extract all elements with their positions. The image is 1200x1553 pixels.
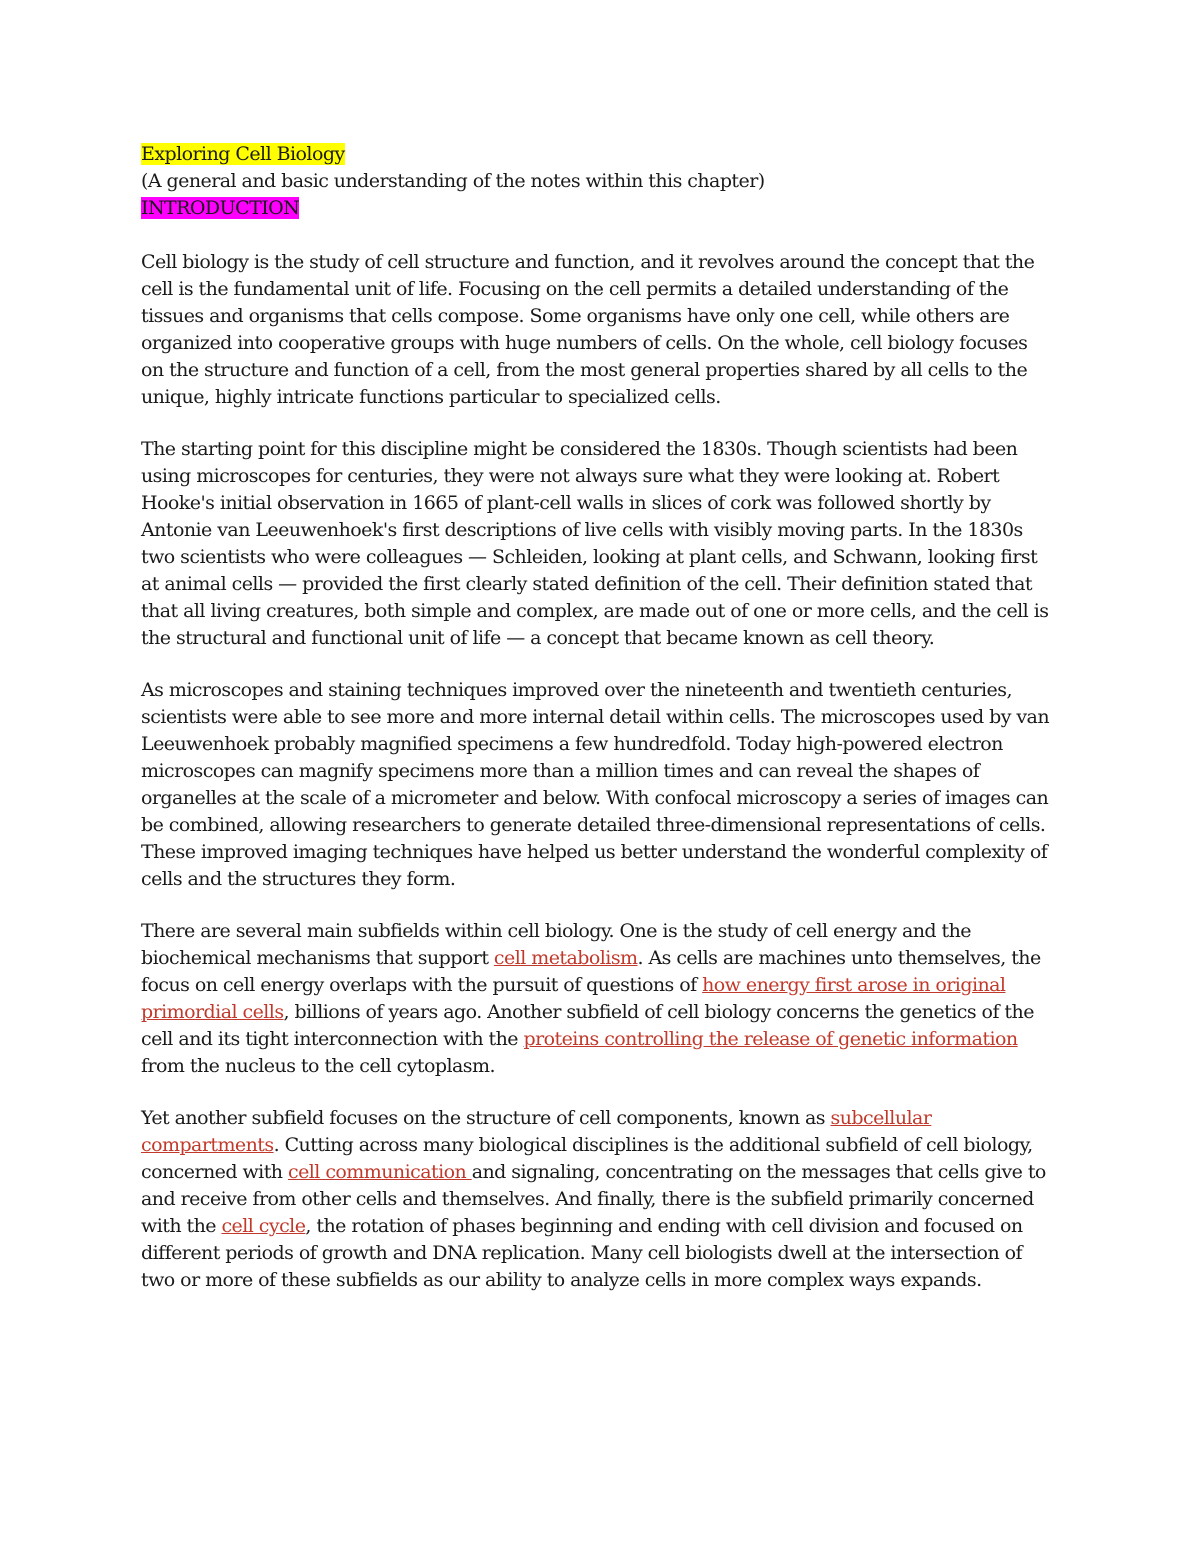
paragraph-5-text-2: . Cutting across many biological disciplines is the additional subfield of cell biology, concerned with — [141, 1134, 1033, 1183]
section-heading-line — [141, 195, 1051, 222]
link-cell-cycle[interactable]: cell cycle — [221, 1215, 306, 1237]
paragraph-1: Cell biology is the study of cell structure and function, and it revolves around the concept that the cell is the fundamental unit of life. Focusing on the cell permits a detailed understanding of the tissues and organisms that cells compose. Some organisms have only one cell, while others are organized into cooperative groups with huge numbers of cells. On the whole, cell biology focuses on the structure and function of a cell, from the most general properties shared by all cells to the unique, highly intricate functions particular to specialized cells. — [141, 251, 1035, 408]
link-cell-metabolism[interactable]: cell metabolism — [493, 947, 638, 969]
document-subtitle: (A general and basic understanding of the notes within this chapter) — [141, 170, 765, 192]
link-genetic-information[interactable]: proteins controlling the release of genetic information — [523, 1028, 1018, 1050]
paragraph-5 — [141, 1105, 1051, 1294]
paragraph-5-text-1: Yet another subfield focuses on the structure of cell components, known as — [141, 1107, 831, 1129]
link-energy-origin[interactable]: how energy first arose in original primordial cells — [141, 974, 1006, 1023]
paragraph-4-text-4: from the nucleus to the cell cytoplasm. — [141, 1055, 495, 1077]
title-line — [141, 141, 1051, 168]
document-page — [141, 141, 1051, 1294]
paragraph-4-text-1: There are several main subfields within cell biology. One is the study of cell energy and the biochemical mechanisms that support — [141, 920, 971, 969]
section-heading: INTRODUCTION — [141, 197, 300, 219]
paragraph-5-text-3: and signaling, concentrating on the messages that cells give to and receive from other cells and themselves. And finally, there is the subfield primarily concerned with the — [141, 1161, 1046, 1237]
paragraph-4-text-3: , billions of years ago. Another subfield of cell biology concerns the genetics of the cell and its tight interconnection with the — [141, 1001, 1034, 1050]
paragraph-5-text-4: , the rotation of phases beginning and ending with cell division and focused on different periods of growth and DNA replication. Many cell biologists dwell at the intersection of two or more of these subfields as our ability to analyze cells in more complex ways expands. — [141, 1215, 1023, 1291]
paragraph-4 — [141, 918, 1051, 1080]
document-title: Exploring Cell Biology — [141, 143, 345, 165]
paragraph-4-text-2: . As cells are machines unto themselves, the focus on cell energy overlaps with the pursuit of questions of — [141, 947, 1041, 996]
paragraph-2: The starting point for this discipline might be considered the 1830s. Though scientists had been using microscopes for centuries, they were not always sure what they were looking at. Robert Hooke's initial observation in 1665 of plant-cell walls in slices of cork was followed shortly by Antonie van Leeuwenhoek's first descriptions of live cells with visibly moving parts. In the 1830s two scientists who were colleagues — Schleiden, looking at plant cells, and Schwann, looking first at animal cells — provided the first clearly stated definition of the cell. Their definition stated that that all living creatures, both simple and complex, are made out of one or more cells, and the cell is the structural and functional unit of life — a concept that became known as cell theory. — [141, 438, 1049, 649]
link-cell-communication[interactable]: cell communication — [287, 1161, 472, 1183]
link-subcellular-compartments[interactable]: subcellular compartments — [141, 1107, 932, 1156]
paragraph-3: As microscopes and staining techniques improved over the nineteenth and twentieth centuries, scientists were able to see more and more internal detail within cells. The microscopes used by van Leeuwenhoek probably magnified specimens a few hundredfold. Today high-powered electron microscopes can magnify specimens more than a million times and can reveal the shapes of organelles at the scale of a micrometer and below. With confocal microscopy a series of images can be combined, allowing researchers to generate detailed three-dimensional representations of cells. These improved imaging techniques have helped us better understand the wonderful complexity of cells and the structures they form. — [141, 679, 1050, 890]
